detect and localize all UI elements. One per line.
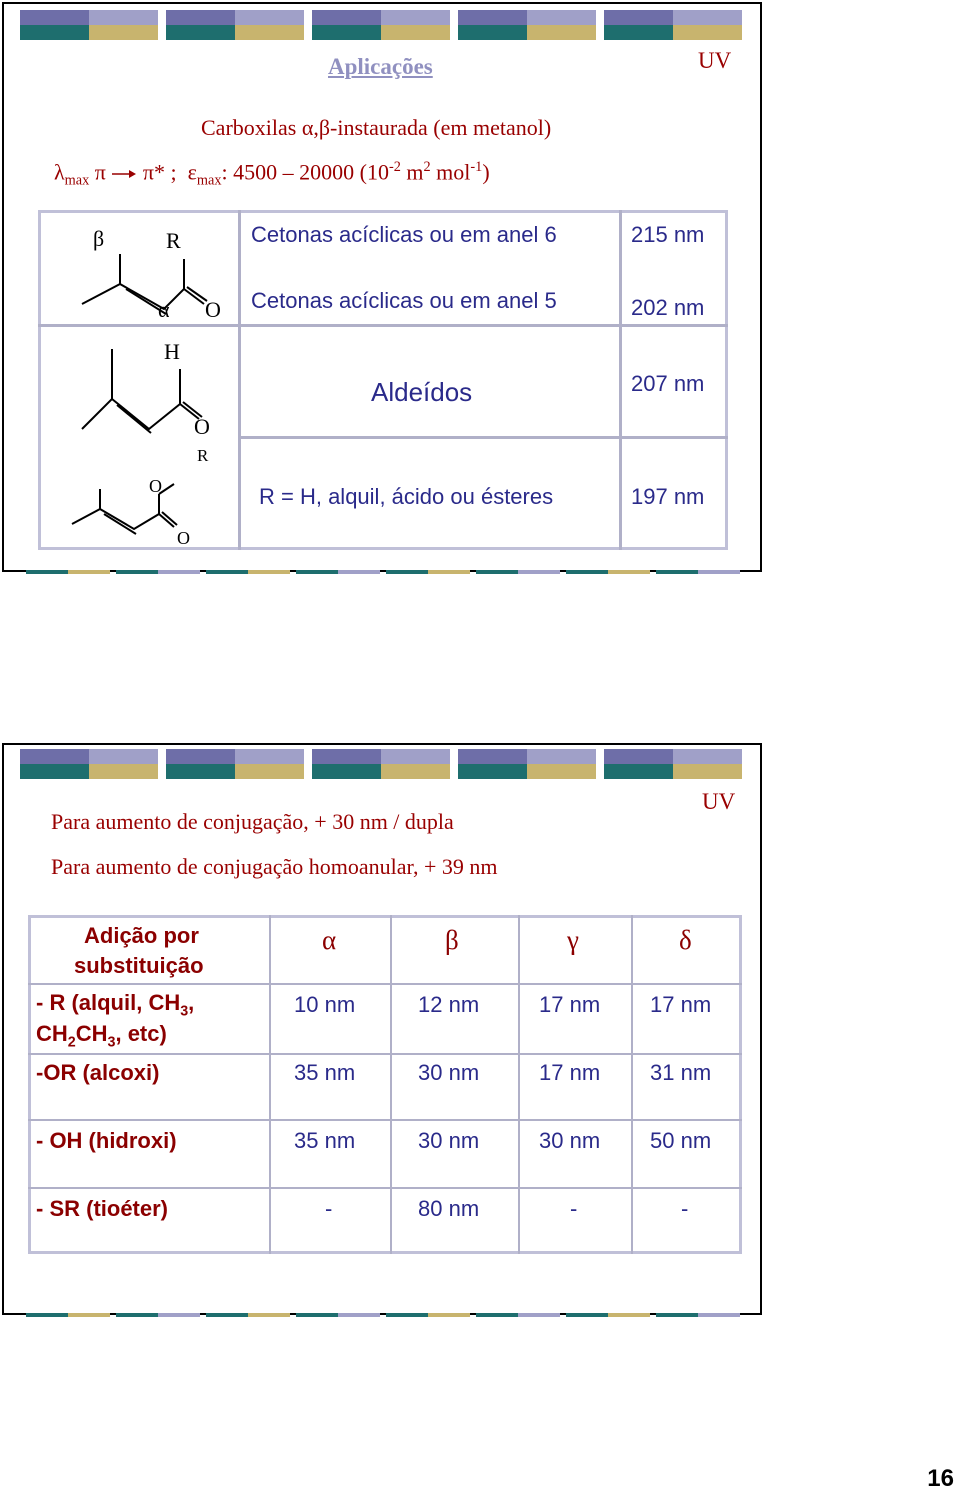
stripe-segment (166, 10, 235, 25)
stripe-segment (296, 1313, 338, 1317)
stripe-segment (68, 1313, 110, 1317)
stripe-segment (386, 570, 428, 574)
column-header-delta: δ (679, 925, 692, 955)
stripe-segment (604, 764, 673, 779)
table-cell: 12 nm (418, 992, 480, 1017)
table-divider (619, 210, 622, 550)
stripe-segment (312, 25, 381, 40)
column-header-beta: β (445, 925, 459, 955)
uv-label: UV (702, 789, 736, 814)
stripe-segment (527, 749, 596, 764)
stripe-segment (116, 570, 158, 574)
column-header-alpha: α (322, 925, 337, 955)
slide-1 (2, 2, 762, 572)
table-divider (390, 915, 392, 1254)
stripe-segment (235, 25, 304, 40)
stripe-segment (604, 749, 673, 764)
stripe-segment (527, 764, 596, 779)
table-cell: 35 nm (294, 1128, 356, 1153)
stripe-segment (158, 570, 200, 574)
row-value: 215 nm (631, 222, 705, 247)
column-header-gamma: γ (567, 925, 579, 955)
stripe-segment (20, 749, 89, 764)
stripe-segment (248, 570, 290, 574)
label-o: O (194, 414, 210, 439)
stripe-segment (206, 1313, 248, 1317)
stripe-segment (89, 764, 158, 779)
stripe-segment (248, 1313, 290, 1317)
stripe-segment (673, 25, 742, 40)
stripe-segment (381, 749, 450, 764)
subtitle: Carboxilas α,β-instaurada (em metanol) (201, 115, 552, 140)
stripe-segment (518, 570, 560, 574)
stripe-segment (235, 764, 304, 779)
column-header-label: Adição por (84, 923, 199, 948)
uv-label: UV (698, 48, 732, 73)
row-label: - R (alquil, $CH_3$, (36, 990, 195, 1020)
table-divider (28, 1187, 742, 1189)
decorative-stripe-top (20, 10, 746, 40)
label-r: R (166, 228, 181, 253)
stripe-segment (673, 10, 742, 25)
stripe-segment (476, 1313, 518, 1317)
row-value: 202 nm (631, 295, 705, 320)
table-cell: 50 nm (650, 1128, 712, 1153)
stripe-segment (158, 1313, 200, 1317)
table-cell: - (570, 1196, 578, 1221)
table-cell: 35 nm (294, 1060, 356, 1085)
decorative-stripe-bottom (26, 570, 764, 574)
stripe-segment (206, 570, 248, 574)
table-divider (238, 210, 241, 550)
stripe-segment (89, 749, 158, 764)
stripe-segment (386, 1313, 428, 1317)
slide-2 (2, 743, 762, 1315)
row-description: Cetonas acíclicas ou em anel 5 (251, 288, 557, 313)
stripe-segment (20, 25, 89, 40)
stripe-segment (566, 570, 608, 574)
stripe-segment (20, 764, 89, 779)
stripe-segment (698, 1313, 740, 1317)
stripe-segment (89, 25, 158, 40)
table-divider (238, 436, 728, 439)
stripe-segment (476, 570, 518, 574)
label-r: R (197, 446, 209, 465)
stripe-segment (166, 764, 235, 779)
stripe-segment (89, 10, 158, 25)
table-divider (28, 983, 742, 985)
row-value: 197 nm (631, 484, 705, 509)
stripe-segment (527, 25, 596, 40)
row-label: -OR (alcoxi) (36, 1060, 160, 1085)
stripe-segment (381, 10, 450, 25)
stripe-segment (68, 570, 110, 574)
table-divider (28, 1053, 742, 1055)
table-cell: 30 nm (539, 1128, 601, 1153)
stripe-segment (698, 570, 740, 574)
stripe-segment (381, 764, 450, 779)
column-header-label: substituição (74, 953, 204, 978)
stripe-segment (428, 570, 470, 574)
stripe-segment (566, 1313, 608, 1317)
stripe-segment (312, 764, 381, 779)
stripe-segment (296, 570, 338, 574)
table-divider (518, 915, 520, 1254)
chemical-structures (44, 219, 234, 549)
stripe-segment (312, 749, 381, 764)
stripe-segment (166, 25, 235, 40)
table-cell: 31 nm (650, 1060, 712, 1085)
label-o: O (177, 528, 190, 548)
table-cell: 80 nm (418, 1196, 480, 1221)
arrow-right-icon (111, 168, 137, 180)
row-description: Cetonas acíclicas ou em anel 6 (251, 222, 557, 247)
homoannular-note: Para aumento de conjugação homoanular, + 39 nm (51, 854, 498, 879)
stripe-segment (312, 10, 381, 25)
stripe-segment (338, 570, 380, 574)
slide-heading: Aplicações (328, 54, 433, 79)
stripe-segment (235, 10, 304, 25)
label-beta: β (93, 226, 105, 251)
stripe-segment (26, 570, 68, 574)
table-divider (631, 915, 633, 1254)
stripe-segment (656, 570, 698, 574)
stripe-segment (338, 1313, 380, 1317)
stripe-segment (604, 25, 673, 40)
formula-line: $\lambda_{max}$ π π* ; $\varepsilon_{max}$: 4500 – 20000 ($10^{-2}$ $m^2$ mol$^{-1}$) (54, 159, 490, 189)
stripe-segment (458, 764, 527, 779)
table-divider (28, 1119, 742, 1121)
row-value: 207 nm (631, 371, 705, 396)
row-label: - OH (hidroxi) (36, 1128, 177, 1153)
decorative-stripe-top (20, 749, 746, 779)
stripe-segment (527, 10, 596, 25)
stripe-segment (381, 25, 450, 40)
stripe-segment (26, 1313, 68, 1317)
stripe-segment (428, 1313, 470, 1317)
stripe-segment (608, 570, 650, 574)
decorative-stripe-bottom (26, 1313, 764, 1317)
row-label: $CH_2CH_3$, etc) (36, 1021, 167, 1051)
row-label: - SR (tioéter) (36, 1196, 168, 1221)
row-description: Aldeídos (371, 377, 473, 407)
table-cell: 30 nm (418, 1128, 480, 1153)
row-description: R = H, alquil, ácido ou ésteres (259, 484, 554, 509)
stripe-segment (656, 1313, 698, 1317)
table-cell: - (325, 1196, 333, 1221)
stripe-segment (458, 749, 527, 764)
stripe-segment (20, 10, 89, 25)
table-cell: 17 nm (539, 992, 601, 1017)
conjugation-note: Para aumento de conjugação, + 30 nm / dupla (51, 809, 454, 834)
stripe-segment (116, 1313, 158, 1317)
stripe-segment (458, 25, 527, 40)
label-o: O (205, 297, 221, 322)
label-h: H (164, 339, 180, 364)
stripe-segment (166, 749, 235, 764)
table-cell: 30 nm (418, 1060, 480, 1085)
stripe-segment (608, 1313, 650, 1317)
table-cell: - (681, 1196, 689, 1221)
stripe-segment (458, 10, 527, 25)
label-alpha: α (158, 297, 170, 322)
stripe-segment (604, 10, 673, 25)
stripe-segment (518, 1313, 560, 1317)
table-divider (269, 915, 271, 1254)
stripe-segment (673, 749, 742, 764)
stripe-segment (235, 749, 304, 764)
label-o: O (149, 476, 162, 496)
table-cell: 17 nm (650, 992, 712, 1017)
table-cell: 17 nm (539, 1060, 601, 1085)
table-cell: 10 nm (294, 992, 356, 1017)
page-number: 16 (927, 1465, 954, 1492)
stripe-segment (673, 764, 742, 779)
